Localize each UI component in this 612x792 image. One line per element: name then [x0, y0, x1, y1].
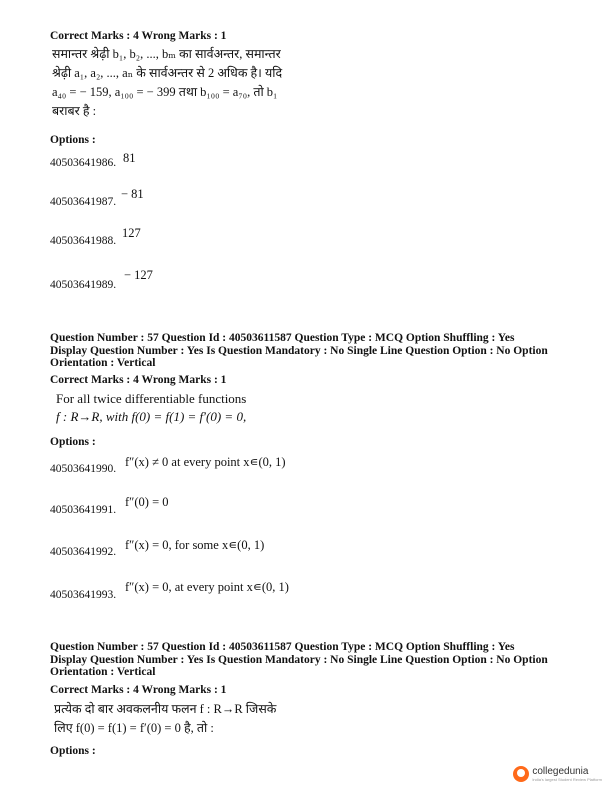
question-header-3: [50, 641, 600, 679]
option-text: f″(x) ≠ 0 at every point x∊(0, 1): [125, 455, 286, 469]
question-text-2: [56, 390, 376, 426]
question-line: श्रेढ़ी a₁, a₂, ..., aₙ के सार्वअन्तर से 2 अधिक है। यदि: [52, 66, 283, 80]
option-id: 40503641991.: [50, 504, 117, 516]
option-text: f″(0) = 0: [125, 495, 169, 509]
marks-line-2: Correct Marks : 4 Wrong Marks : 1: [50, 374, 227, 386]
question-text-1: [52, 45, 352, 121]
logo-tagline: India's largest Student Review Platform: [532, 776, 602, 782]
option-id: 40503641992.: [50, 546, 117, 558]
header-line: Orientation : Vertical: [50, 666, 156, 678]
option-id: 40503641993.: [50, 589, 117, 601]
header-line: Display Question Number : Yes Is Question Mandatory : No Single Line Question Option : No Option: [50, 344, 548, 357]
option-text: f″(x) = 0, for some x∊(0, 1): [125, 538, 265, 552]
option-id: 40503641986.: [50, 157, 117, 169]
options-label-2: Options :: [50, 436, 96, 448]
question-header-2: [50, 332, 600, 370]
question-line: f : R→R, with f(0) = f(1) = f′(0) = 0,: [56, 409, 247, 424]
option-text: 127: [122, 226, 141, 240]
question-line: प्रत्येक दो बार अवकलनीय फलन f : R→R जिसके: [54, 702, 277, 716]
question-line: For all twice differentiable functions: [56, 391, 247, 406]
marks-line-3: Correct Marks : 4 Wrong Marks : 1: [50, 684, 227, 696]
question-line: बराबर है :: [52, 104, 97, 118]
option-id: 40503641987.: [50, 196, 117, 208]
question-line: लिए f(0) = f(1) = f′(0) = 0 है, तो :: [54, 721, 214, 735]
header-line: Display Question Number : Yes Is Question Mandatory : No Single Line Question Option : No Option: [50, 653, 548, 666]
option-text: − 127: [124, 268, 153, 282]
option-text: − 81: [121, 187, 144, 201]
header-line: Orientation : Vertical: [50, 357, 156, 369]
option-id: 40503641990.: [50, 463, 117, 475]
question-text-3: [54, 700, 374, 738]
collegedunia-logo-icon: [513, 766, 529, 782]
header-line: Question Number : 57 Question Id : 40503611587 Question Type : MCQ Option Shuffling : Yes: [50, 641, 515, 653]
options-label-1: Options :: [50, 134, 96, 146]
option-id: 40503641988.: [50, 235, 117, 247]
logo-name: collegedunia: [532, 765, 589, 777]
question-line: समान्तर श्रेढ़ी b₁, b₂, ..., bₘ का सार्वअन्तर, समान्तर: [52, 47, 281, 61]
marks-line-1: Correct Marks : 4 Wrong Marks : 1: [50, 30, 227, 42]
option-text: 81: [123, 151, 136, 165]
header-line: Question Number : 57 Question Id : 40503611587 Question Type : MCQ Option Shuffling : Yes: [50, 332, 515, 344]
collegedunia-logo: [513, 766, 602, 782]
option-id: 40503641989.: [50, 279, 117, 291]
option-text: f″(x) = 0, at every point x∊(0, 1): [125, 580, 289, 594]
options-label-3: Options :: [50, 745, 96, 757]
question-line: a₄₀ = − 159, a₁₀₀ = − 399 तथा b₁₀₀ = a₇₀, तो b₁: [52, 85, 278, 99]
